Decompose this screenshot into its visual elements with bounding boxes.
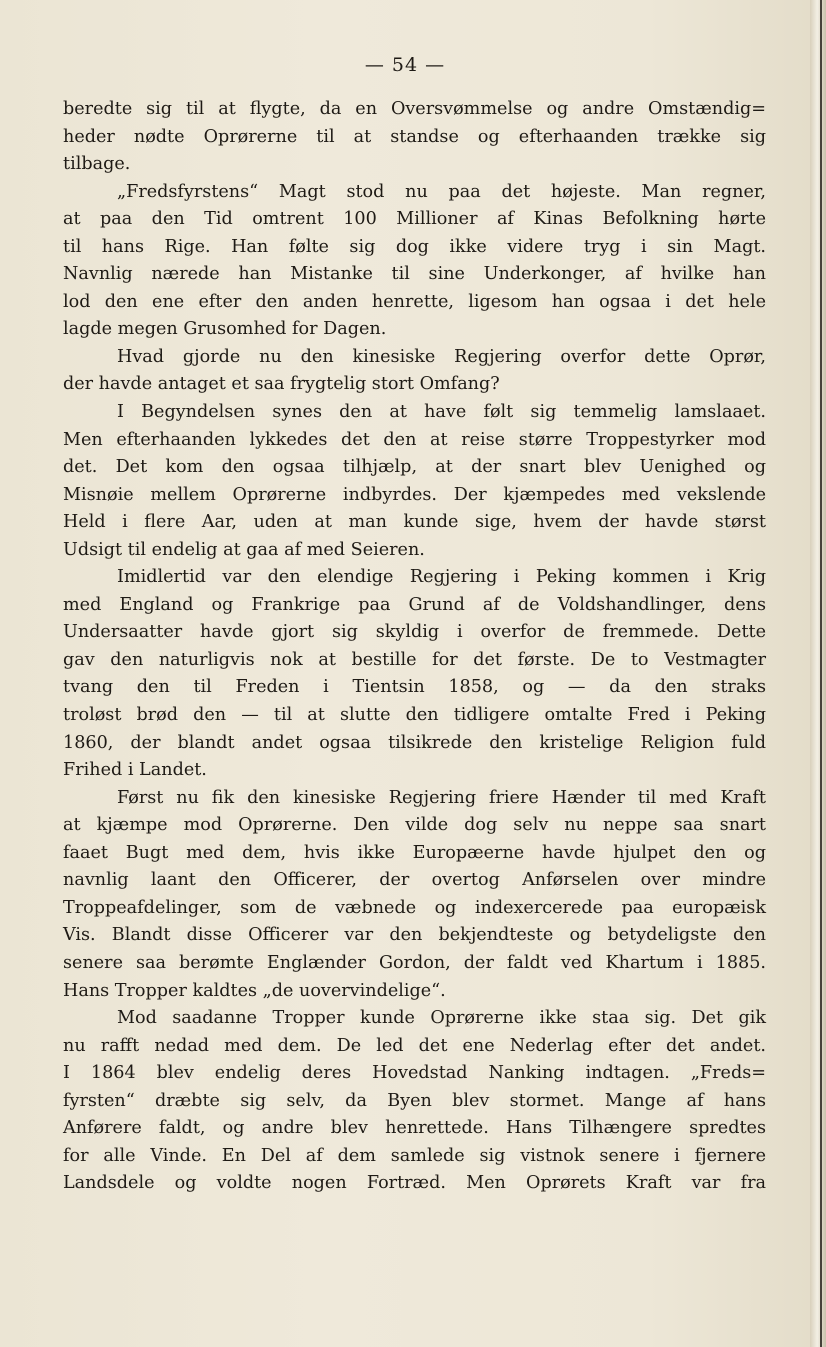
text-line: med England og Frankrige paa Grund af de Voldshandlinger, dens xyxy=(63,594,766,615)
text-line: troløst brød den — til at slutte den tidligere omtalte Fred i Peking xyxy=(63,705,766,726)
text-line: senere saa berømte Englænder Gordon, der faldt ved Khartum i 1885. xyxy=(63,952,766,973)
text-line: at kjæmpe mod Oprørerne. Den vilde dog selv nu neppe saa snart xyxy=(63,815,766,836)
text-line: Udsigt til endelig at gaa af med Seieren. xyxy=(63,539,425,560)
text-line: Misnøie mellem Oprørerne indbyrdes. Der kjæmpedes med vekslende xyxy=(63,484,766,505)
text-line: heder nødte Oprørerne til at standse og efterhaanden trække sig xyxy=(63,126,766,147)
text-line: faaet Bugt med dem, hvis ikke Europæerne havde hjulpet den og xyxy=(63,842,766,863)
text-line: gav den naturligvis nok at bestille for det første. De to Vestmagter xyxy=(63,649,766,670)
text-line: at paa den Tid omtrent 100 Millioner af Kinas Befolkning hørte xyxy=(63,209,766,230)
text-line: Men efterhaanden lykkedes det den at reise større Troppestyrker mod xyxy=(63,429,766,450)
text-line: I Begyndelsen synes den at have følt sig temmelig lamslaaet. xyxy=(117,402,766,423)
text-line: Vis. Blandt disse Officerer var den bekjendteste og betydeligste den xyxy=(63,925,766,946)
text-line: „Fredsfyrstens“ Magt stod nu paa det højeste. Man regner, xyxy=(117,181,766,202)
text-line: lagde megen Grusomhed for Dagen. xyxy=(63,319,387,340)
text-line: lod den ene efter den anden henrette, ligesom han ogsaa i det hele xyxy=(63,291,766,312)
page-number: — 54 — xyxy=(364,54,446,76)
text-line: Imidlertid var den elendige Regjering i Peking kommen i Krig xyxy=(117,567,766,588)
text-line: 1860, der blandt andet ogsaa tilsikrede den kristelige Religion fuld xyxy=(63,732,766,753)
text-line: navnlig laant den Officerer, der overtog Anførselen over mindre xyxy=(63,870,766,891)
text-line: for alle Vinde. En Del af dem samlede sig vistnok senere i fjernere xyxy=(63,1145,766,1166)
text-line: fyrsten“ dræbte sig selv, da Byen blev stormet. Mange af hans xyxy=(63,1090,766,1111)
text-line: Held i flere Aar, uden at man kunde sige, hvem der havde størst xyxy=(63,512,766,533)
text-line: der havde antaget et saa frygtelig stort Omfang? xyxy=(63,374,500,395)
page-edge xyxy=(810,0,826,1347)
text-line: beredte sig til at flygte, da en Oversvømmelse og andre Omstændig= xyxy=(63,99,766,119)
text-line: Hvad gjorde nu den kinesiske Regjering overfor dette Oprør, xyxy=(117,346,766,367)
text-line: Troppeafdelinger, som de væbnede og indexercerede paa europæisk xyxy=(63,897,766,918)
text-line: tilbage. xyxy=(63,154,131,175)
text-line: I 1864 blev endelig deres Hovedstad Nanking indtagen. „Freds= xyxy=(63,1063,766,1084)
text-line: Navnlig nærede han Mistanke til sine Underkonger, af hvilke han xyxy=(63,264,766,285)
text-line: til hans Rige. Han følte sig dog ikke videre tryg i sin Magt. xyxy=(63,236,766,257)
text-line: Anførere faldt, og andre blev henrettede. Hans Tilhængere spredtes xyxy=(63,1118,766,1139)
text-line: Hans Tropper kaldtes „de uovervindelige“. xyxy=(63,980,446,1001)
text-line: tvang den til Freden i Tientsin 1858, og — da den straks xyxy=(63,677,766,698)
text-line: nu rafft nedad med dem. De led det ene Nederlag efter det andet. xyxy=(63,1035,766,1056)
binding-line xyxy=(820,0,822,1347)
text-line: Frihed i Landet. xyxy=(63,760,207,781)
text-line: Undersaatter havde gjort sig skyldig i overfor de fremmede. Dette xyxy=(63,622,766,643)
body-text xyxy=(63,96,766,1198)
text-line: Landsdele og voldte nogen Fortræd. Men Oprørets Kraft var fra xyxy=(63,1173,766,1194)
text-line: det. Det kom den ogsaa tilhjælp, at der snart blev Uenighed og xyxy=(63,457,766,478)
text-line: Først nu fik den kinesiske Regjering friere Hænder til med Kraft xyxy=(117,787,766,808)
text-line: Mod saadanne Tropper kunde Oprørerne ikke staa sig. Det gik xyxy=(117,1008,766,1029)
